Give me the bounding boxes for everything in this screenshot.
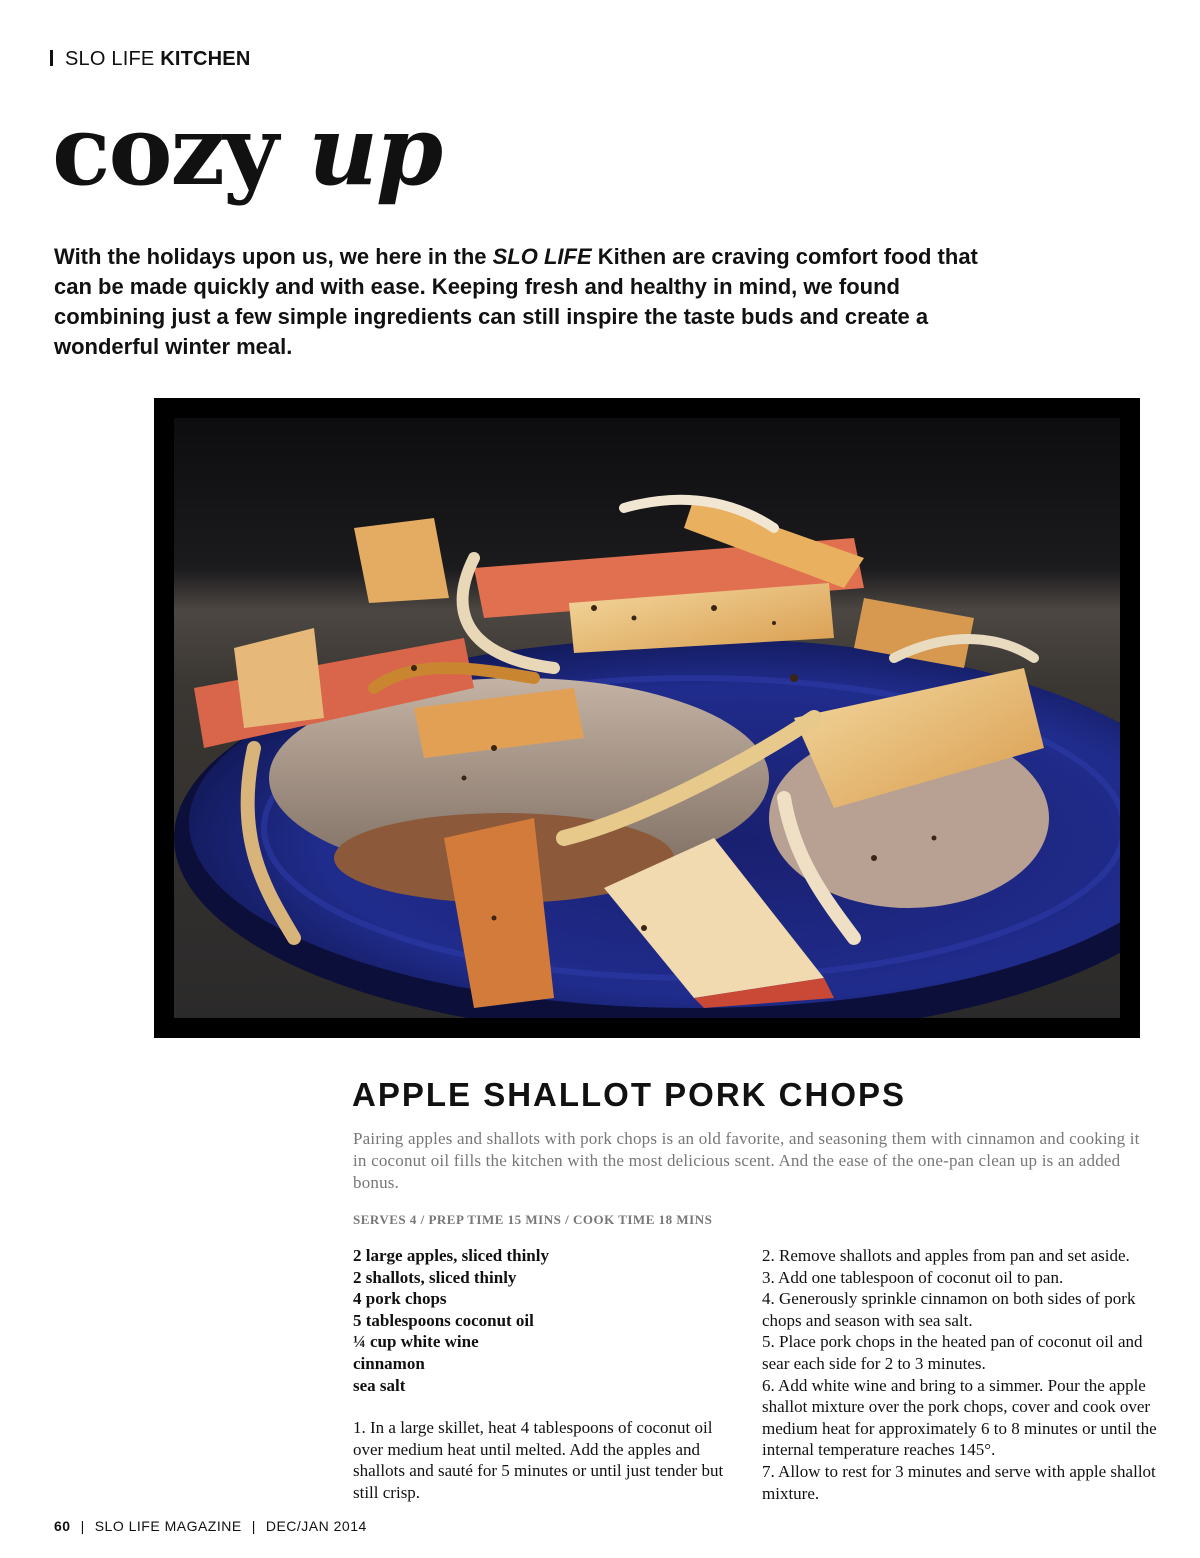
section-tag: [50, 48, 250, 71]
footer-divider: |: [80, 1518, 85, 1534]
food-photo-illustration: [174, 418, 1120, 1018]
section-name: SLO LIFE: [65, 48, 155, 70]
intro-paragraph: [54, 242, 1014, 362]
food-photo: [154, 398, 1140, 1038]
intro-text-1: With the holidays upon us, we here in the: [54, 244, 493, 269]
section-bar: [50, 50, 53, 66]
recipe-step: 7. Allow to rest for 3 minutes and serve with apple shallot mixture.: [762, 1461, 1156, 1503]
ingredient-item: 5 tablespoons coconut oil: [353, 1310, 534, 1330]
recipe-step: 3. Add one tablespoon of coconut oil to pan.: [762, 1267, 1064, 1287]
ingredient-item: 2 large apples, sliced thinly: [353, 1246, 549, 1265]
headline: [52, 94, 442, 207]
recipe-title: APPLE SHALLOT PORK CHOPS: [352, 1076, 907, 1113]
ingredient-item: sea salt: [353, 1375, 406, 1395]
ingredient-item: ¼ cup white wine: [353, 1332, 479, 1352]
recipe-step: 1. In a large skillet, heat 4 tablespoons of coconut oil over medium heat until melted. Add the apples and shallots and sauté for 5 minutes or until just tender but still crisp.: [353, 1418, 724, 1502]
ingredient-list: [353, 1245, 743, 1396]
headline-word-up: up: [308, 94, 442, 207]
recipe-step: 6. Add white wine and bring to a simmer. Pour the apple shallot mixture over the pork chops, cover and cook over medium heat for approximately 6 to 8 minutes or until the internal temperature reaches 145°.: [762, 1375, 1157, 1460]
section-name-bold: KITCHEN: [160, 48, 251, 70]
page-number: 60: [54, 1518, 71, 1534]
footer-divider: |: [251, 1518, 256, 1534]
headline-word-cozy: cozy: [52, 94, 277, 207]
page-footer: [54, 1518, 367, 1534]
ingredient-item: cinnamon: [353, 1353, 425, 1373]
recipe-lede: Pairing apples and shallots with pork chops is an old favorite, and seasoning them with cinnamon and cooking it in coconut oil fills the kitchen with the most delicious scent. And the ease of the one-pan clean up is an added bonus.: [353, 1129, 1140, 1192]
recipe-meta: SERVES 4 / PREP TIME 15 MINS / COOK TIME 18 MINS: [353, 1212, 713, 1227]
intro-italic-brand: SLO LIFE: [492, 244, 592, 269]
magazine-name: SLO LIFE MAGAZINE: [94, 1518, 242, 1534]
issue-date: DEC/JAN 2014: [265, 1518, 367, 1534]
ingredient-item: 2 shallots, sliced thinly: [353, 1267, 517, 1287]
recipe-step: 2. Remove shallots and apples from pan and set aside.: [762, 1246, 1130, 1265]
recipe-column-right: [762, 1245, 1157, 1504]
recipe-step: 5. Place pork chops in the heated pan of coconut oil and sear each side for 2 to 3 minutes.: [762, 1332, 1143, 1373]
recipe-step: 4. Generously sprinkle cinnamon on both sides of pork chops and season with sea salt.: [762, 1289, 1136, 1330]
recipe-column-left: [353, 1245, 743, 1504]
intro-text-2: Kithen are craving comfort food that can be made quickly and with ease. Keeping fresh and healthy in mind, we found combining just a few simple ingredients can still inspire the taste buds and create a wonderful winter meal.: [54, 244, 978, 359]
ingredient-item: 4 pork chops: [353, 1289, 447, 1309]
